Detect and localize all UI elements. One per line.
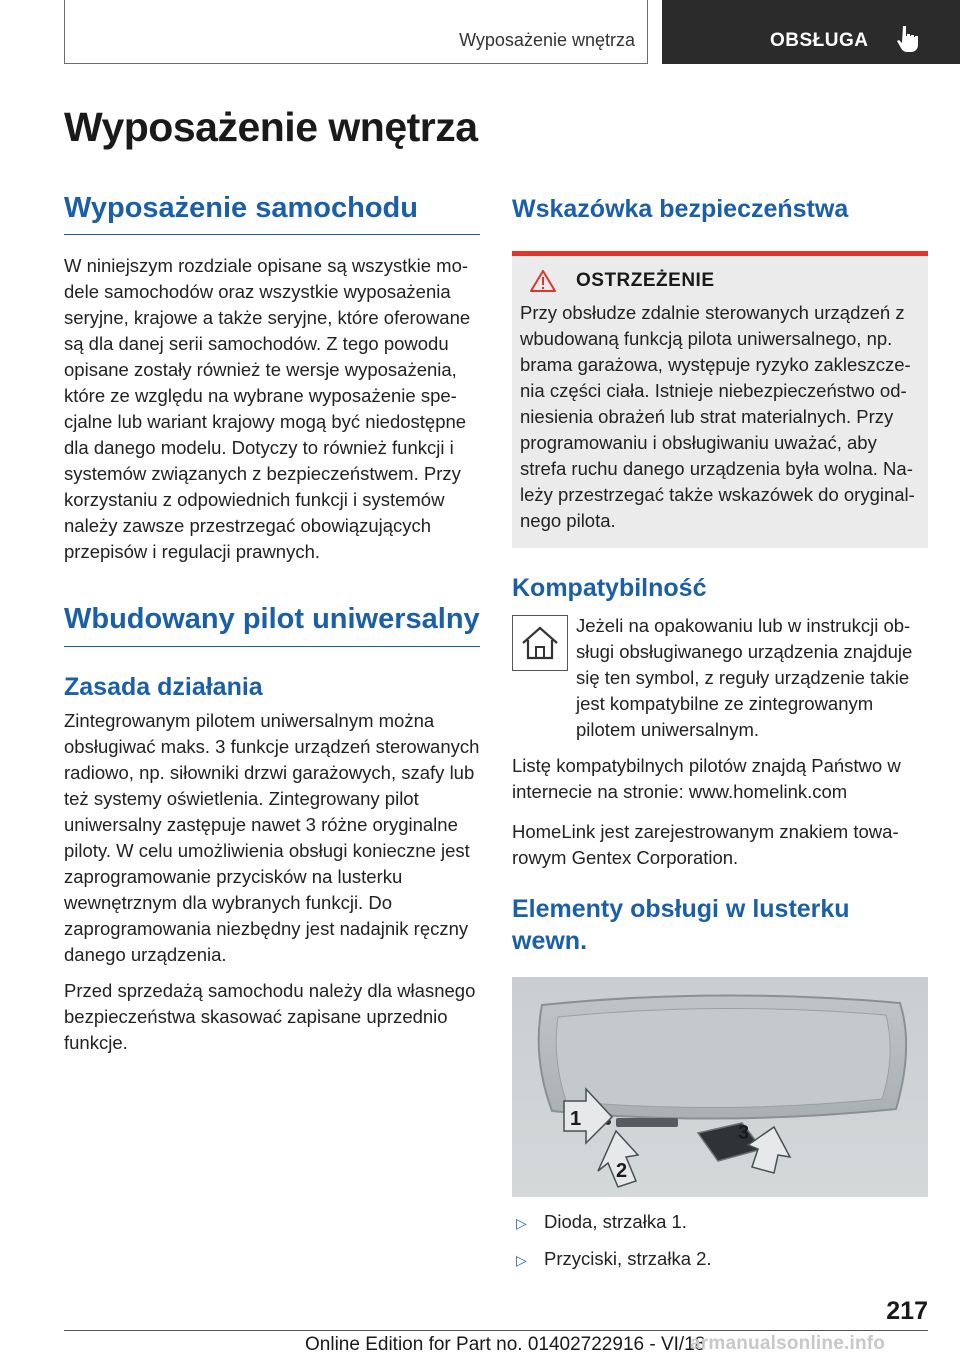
warning-box xyxy=(512,251,928,548)
warning-title: OSTRZEŻENIE xyxy=(576,270,715,292)
list-item xyxy=(512,1246,928,1273)
header-section-tab xyxy=(64,0,648,64)
mirror-controls-figure xyxy=(512,977,928,1197)
paragraph-trademark: HomeLink jest zarejestrowanym znakiem towarowym Gentex Corporation. xyxy=(512,821,899,869)
paragraph-compatibility: Jeżeli na opakowaniu lub w instrukcji obsługi obsługiwanego urządzenia znajduje się ten symbol, z reguły urządzenie takie jest kompatybilne ze zintegrowanym pilotem uniwersalnym. xyxy=(576,615,913,741)
divider xyxy=(64,234,480,235)
page-number: 217 xyxy=(886,1297,928,1325)
heading-compatibility: Kompatybilność xyxy=(512,574,707,603)
right-column xyxy=(512,190,928,1283)
heading-mirror-controls: Elementy obsługi w lusterku wewn. xyxy=(512,895,850,956)
footer-edition: Online Edition for Part no. 01402722916 - VI/18 xyxy=(305,1334,706,1355)
page-title: Wyposażenie wnętrza xyxy=(64,104,478,150)
divider xyxy=(64,646,480,647)
heading-safety-note: Wskazówka bezpieczeństwa xyxy=(512,195,849,223)
heading-vehicle-equipment: Wyposażenie samochodu xyxy=(64,192,418,224)
header-section-label: Wyposażenie wnętrza xyxy=(459,30,635,50)
subheading-principle: Zasada działania xyxy=(64,672,263,701)
header-chapter-tab xyxy=(662,0,960,64)
compatibility-row xyxy=(512,613,928,753)
figure-label-2: 2 xyxy=(616,1160,628,1183)
triangle-bullet-icon: ▷ xyxy=(516,1252,527,1269)
paragraph-principle: Zintegrowanym pilotem uniwersalnym można obsługiwać maks. 3 funkcje urządzeń sterowanych radiowo, np. siłowniki drzwi garażowych, szafy lub też systemy oświetlenia. Zintegrowany pilot uniwersalny zastępuje nawet 3 różne oryginalne piloty. W celu umożliwienia obsługi konieczne jest zaprogramowanie przycisków na lusterku wewnętrznym dla wybranych funkcji. Do zaprogramowania niezbędny jest nadajnik ręczny danego urządzenia. xyxy=(64,709,480,965)
figure-label-3: 3 xyxy=(738,1122,750,1145)
list-item-text: Dioda, strzałka 1. xyxy=(544,1211,687,1233)
heading-universal-remote: Wbudowany pilot uniwersalny xyxy=(64,603,480,636)
warning-triangle-icon xyxy=(530,270,556,292)
left-column xyxy=(64,190,480,1066)
paragraph-vehicle-equipment: W niniejszym rozdziale opisane są wszystkie modele samochodów oraz wszystkie wyposażenia seryjne, krajowe a także seryjne, które oferowane są dla danej serii samochodów. Z tego powodu opisane zostały również te wersje wyposażenia, które ze względu na wybrane wyposażenie specjalne lub wariant krajowy mogą być niedostępne dla danego modelu. Dotyczy to również funkcji i systemów związanych z bezpieczeństwem. Przy korzystaniu z odpowiednich funkcji i systemów należy zawsze przestrzegać obowiązujących przepisów i regulacji prawnych. xyxy=(64,255,471,563)
triangle-bullet-icon: ▷ xyxy=(516,1215,527,1232)
header-chapter-label: OBSŁUGA xyxy=(770,30,869,51)
list-item-text: Przyciski, strzałka 2. xyxy=(544,1248,712,1270)
paragraph-compatible-list: Listę kompatybilnych pilotów znajdą Państwo w internecie na stronie: www.homelink.com xyxy=(512,755,901,803)
pointing-hand-icon xyxy=(894,24,922,54)
paragraph-before-sale: Przed sprzedażą samochodu należy dla własnego bezpieczeństwa skasować zapisane uprzednio funkcje. xyxy=(64,979,476,1053)
list-item xyxy=(512,1209,928,1236)
footer-watermark: armanualsonline.info xyxy=(690,1333,886,1354)
footer-divider xyxy=(64,1330,928,1331)
warning-text: Przy obsłudze zdalnie sterowanych urządzeń z wbudowaną funkcją pilota uniwersalnego, np. brama garażowa, występuje ryzyko zakleszczenia części ciała. Istnieje niebezpieczeństwo odniesienia obrażeń lub strat materialnych. Przy programowaniu i obsługiwaniu uważać, aby strefa ruchu danego urządzenia była wolna. Należy przestrzegać także wskazówek do oryginalnego pilota. xyxy=(520,302,915,532)
homelink-house-icon xyxy=(512,615,568,671)
figure-label-1: 1 xyxy=(570,1108,582,1131)
